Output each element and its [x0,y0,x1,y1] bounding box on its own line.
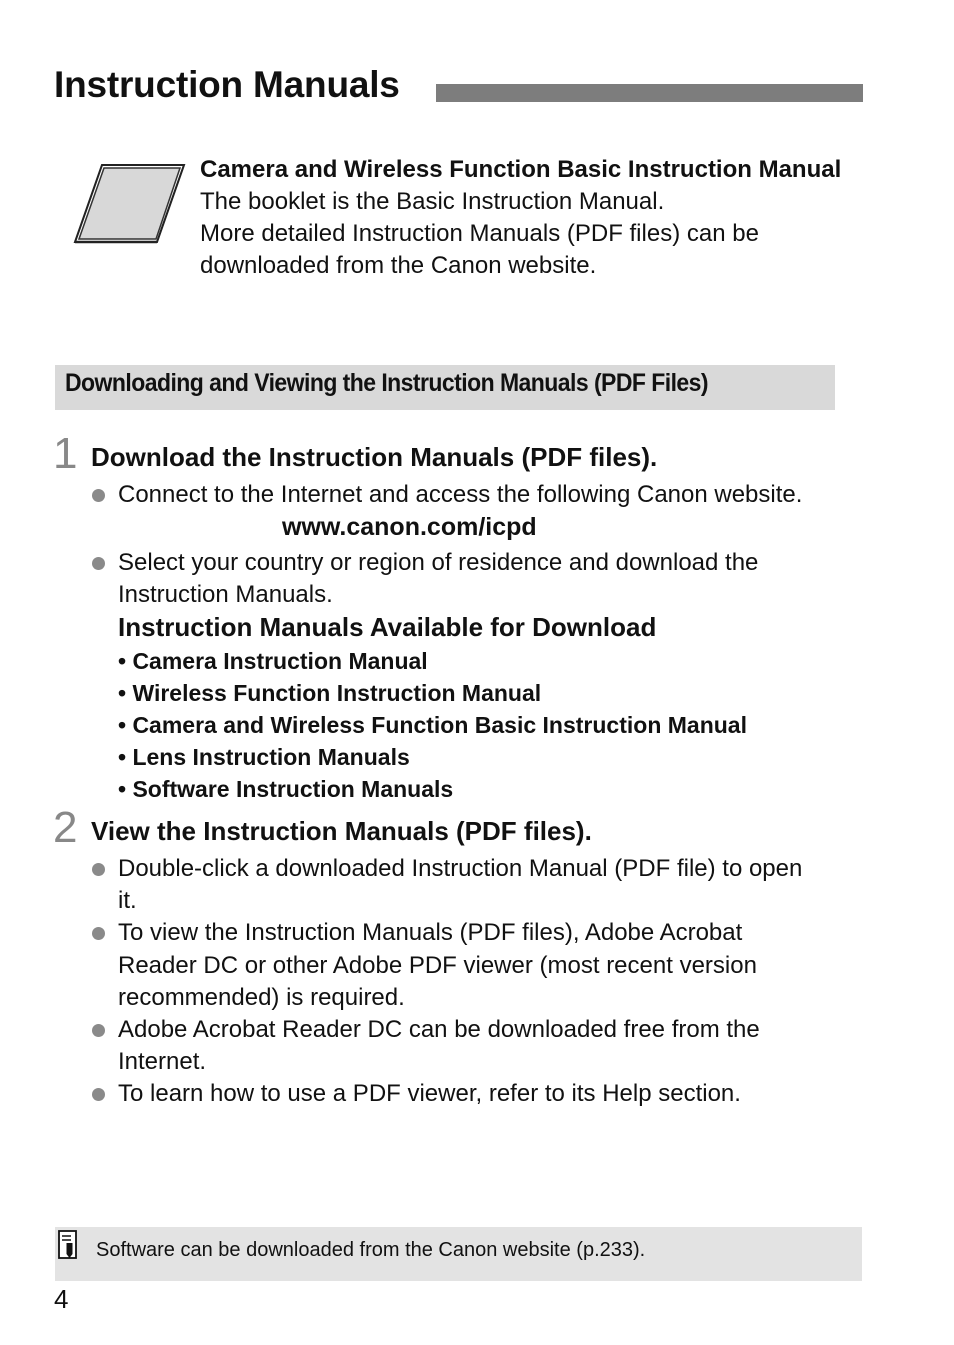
section-heading [55,365,835,410]
page-title: Instruction Manuals [54,64,400,105]
bullet-dot [92,1088,105,1101]
step-2-bullet-4: To learn how to use a PDF viewer, refer to its Help section. [118,1080,741,1107]
bullet-dot [92,557,105,570]
step-2-title: View the Instruction Manuals (PDF files). [91,816,592,846]
booklet-icon [72,162,188,250]
bullet-dot [92,1024,105,1037]
bullet-dot [92,863,105,876]
step-1-bullet-2-line-1: Select your country or region of residence and download the [118,549,759,576]
intro-line-1: The booklet is the Basic Instruction Manual. [200,188,665,215]
title-rule [436,84,863,102]
bullet-dot [92,489,105,502]
step-1-bullet-1: Connect to the Internet and access the following Canon website. [118,481,803,508]
step-2-bullet-2-line-1: To view the Instruction Manuals (PDF files), Adobe Acrobat [118,919,743,946]
note-icon [58,1230,80,1260]
step-2-bullet-1-line-2: it. [118,887,137,914]
download-item: • Lens Instruction Manuals [118,744,410,770]
bullet-dot [92,927,105,940]
page-number: 4 [54,1284,69,1314]
step-1-bullet-2-line-2: Instruction Manuals. [118,581,333,608]
note-text: Software can be downloaded from the Canon website (p.233). [96,1239,646,1261]
canon-url: www.canon.com/icpd [282,513,537,541]
download-item: • Wireless Function Instruction Manual [118,680,542,706]
step-2-bullet-3-line-1: Adobe Acrobat Reader DC can be downloaded free from the [118,1016,760,1043]
note-box [55,1227,862,1281]
section-heading-text: Downloading and Viewing the Instruction Manuals (PDF Files) [65,369,708,397]
intro-block [200,154,860,282]
download-item: • Camera Instruction Manual [118,648,428,674]
step-2-bullet-2-line-3: recommended) is required. [118,984,405,1011]
intro-line-2: More detailed Instruction Manuals (PDF files) can be downloaded from the Canon website. [200,220,759,279]
manual-title: Camera and Wireless Function Basic Instruction Manual [200,156,842,183]
download-item: • Software Instruction Manuals [118,776,454,802]
step-2-bullet-1-line-1: Double-click a downloaded Instruction Manual (PDF file) to open [118,855,803,882]
step-2-bullet-3-line-2: Internet. [118,1048,207,1075]
step-1-title: Download the Instruction Manuals (PDF files). [91,442,658,472]
available-heading: Instruction Manuals Available for Download [118,612,657,642]
step-1-number: 1 [53,429,78,478]
step-2-bullet-2-line-2: Reader DC or other Adobe PDF viewer (most recent version [118,952,757,979]
download-item: • Camera and Wireless Function Basic Instruction Manual [118,712,747,738]
step-2-number: 2 [53,803,78,852]
